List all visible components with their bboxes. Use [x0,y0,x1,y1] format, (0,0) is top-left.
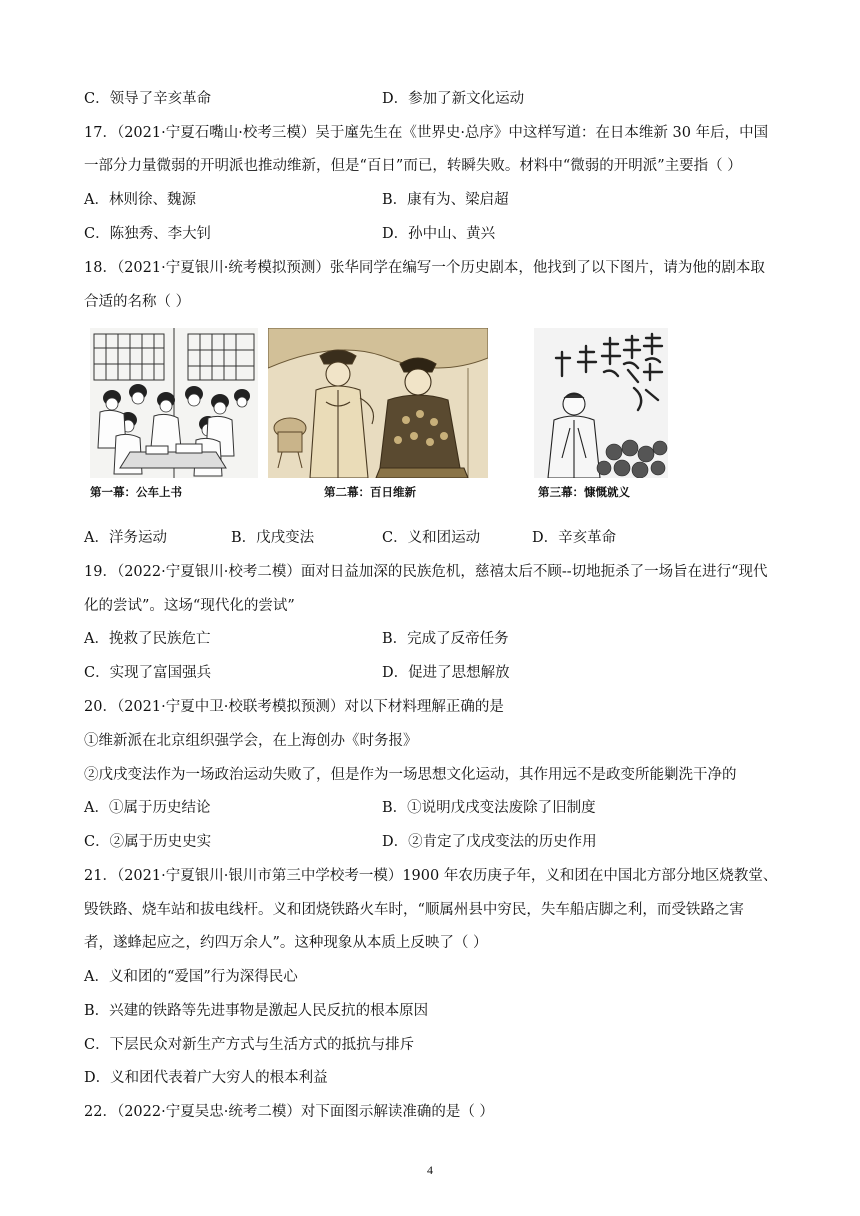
q16-option-d[interactable]: D．参加了新文化运动 [382,91,525,107]
q17-option-b[interactable]: B．康有为、梁启超 [382,192,509,208]
emperor-reform-illustration-icon [268,328,488,478]
q18-option-c[interactable]: C．义和团运动 [382,530,481,546]
q19-option-d[interactable]: D．促进了思想解放 [382,665,510,681]
q16-option-c[interactable]: C．领导了辛亥革命 [84,91,212,107]
q16-options-row [84,89,525,109]
q18-picture-2 [268,328,488,508]
q17-options-row-2 [84,224,496,244]
q21-stem-line-3: 者，遂蜂起应之，约四万余人”。这种现象从本质上反映了（ ） [84,935,488,951]
q18-option-b[interactable]: B．戊戌变法 [231,530,315,546]
q18-picture-3-caption: 第三幕：慷慨就义 [538,485,630,499]
q19-stem-line-1: 19．（2022·宁夏银川·校考二模）面对日益加深的民族危机，慈禧太后不顾--切地扼杀了一场旨在进行“现代 [84,564,768,580]
q18-picture-3 [534,328,668,508]
q18-option-a[interactable]: A．洋务运动 [84,530,167,546]
q19-option-b[interactable]: B．完成了反帝任务 [382,631,509,647]
q20-option-d[interactable]: D．②肯定了戊戌变法的历史作用 [382,834,597,850]
q21-stem-line-1: 21．（2021·宁夏银川·银川市第三中学校考一模）1900 年农历庚子年，义和团在中国北方部分地区烧教堂、 [84,868,778,884]
q20-option-b[interactable]: B．①说明戊戌变法废除了旧制度 [382,800,596,816]
q19-options-row-1 [84,629,509,649]
q17-stem-line-2: 一部分力量微弱的开明派也推动维新，但是“百日”而已，转瞬失败。材料中“微弱的开明派”主要指（ ） [84,158,742,174]
q18-picture-1-caption: 第一幕：公车上书 [90,485,182,499]
q21-stem-line-2: 毁铁路、烧车站和拔电线杆。义和团烧铁路火车时，“顺属州县中穷民，失车船店脚之利，而受铁路之害 [84,902,744,918]
q17-options-row-1 [84,190,509,210]
q19-options-row-2 [84,663,510,683]
q18-stem-line-2: 合适的名称（ ） [84,294,191,310]
q22-stem-line-1: 22．（2022·宁夏吴忠·统考二模）对下面图示解读准确的是（ ） [84,1104,494,1120]
scholars-petition-illustration-icon [90,328,258,478]
q20-option-c[interactable]: C．②属于历史史实 [84,834,212,850]
q18-picture-2-caption: 第二幕：百日维新 [324,485,416,499]
q17-stem-line-1: 17．（2021·宁夏石嘴山·校考三模）吴于廑先生在《世界史·总序》中这样写道：在日本维新 30 年后，中国 [84,125,769,141]
q21-option-c[interactable]: C．下层民众对新生产方式与生活方式的抵抗与排斥 [84,1037,415,1053]
q21-option-d[interactable]: D．义和团代表着广大穷人的根本利益 [84,1070,328,1086]
q21-option-a[interactable]: A．义和团的“爱国”行为深得民心 [84,969,298,985]
q20-options-row-1 [84,798,596,818]
q17-option-c[interactable]: C．陈独秀、李大钊 [84,226,212,242]
q17-option-a[interactable]: A．林则徐、魏源 [84,192,196,208]
q18-picture-strip [84,328,684,516]
page-number: 4 [427,1163,433,1177]
q20-material-1: ①维新派在北京组织强学会，在上海创办《时务报》 [84,733,418,749]
q19-stem-line-2: 化的尝试”。这场“现代化的尝试” [84,598,295,614]
q20-options-row-2 [84,832,597,852]
q19-option-a[interactable]: A．挽救了民族危亡 [84,631,211,647]
q20-stem-line-1: 20．（2021·宁夏中卫·校联考模拟预测）对以下材料理解正确的是 [84,699,504,715]
q20-option-a[interactable]: A．①属于历史结论 [84,800,211,816]
q17-option-d[interactable]: D．孙中山、黄兴 [382,226,496,242]
q18-option-d[interactable]: D．辛亥革命 [532,530,617,546]
q21-option-b[interactable]: B．兴建的铁路等先进事物是激起人民反抗的根本原因 [84,1003,429,1019]
q18-picture-1 [90,328,258,508]
q18-stem-line-1: 18．（2021·宁夏银川·统考模拟预测）张华同学在编写一个历史剧本，他找到了以下图片，请为他的剧本取 [84,260,765,276]
q18-options-row [84,528,617,548]
martyr-calligraphy-illustration-icon [534,328,668,478]
q20-material-2: ②戊戌变法作为一场政治运动失败了，但是作为一场思想文化运动，其作用远不是政变所能剿洗干净的 [84,767,737,783]
q19-option-c[interactable]: C．实现了富国强兵 [84,665,212,681]
